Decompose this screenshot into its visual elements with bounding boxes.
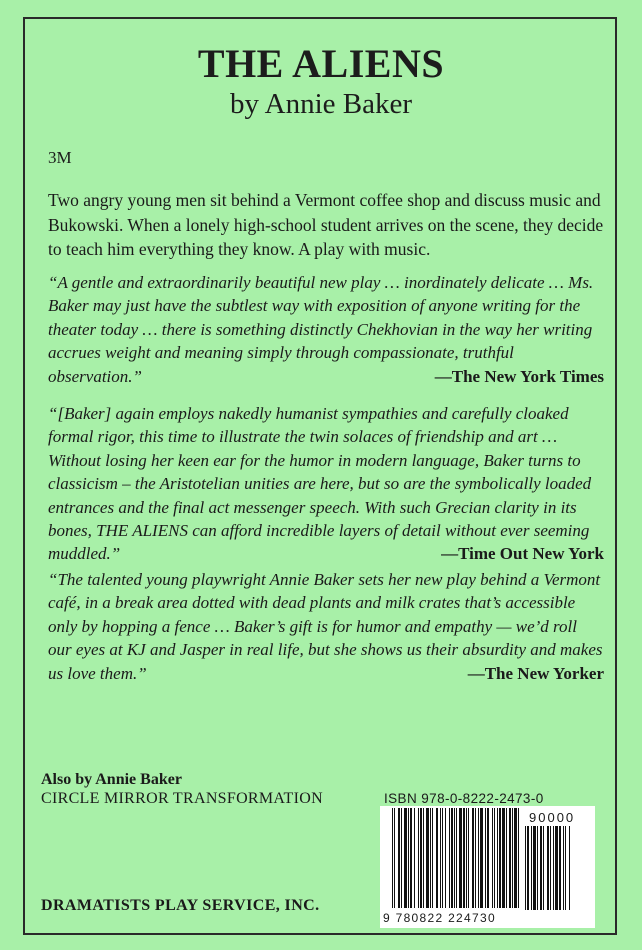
review-source: —The New Yorker [467,663,604,683]
synopsis: Two angry young men sit behind a Vermont coffee shop and discuss music and Bukowski. When a lonely high-school student arrives on the scene, they decide to teach him everything they know. A play with music. [48,190,604,259]
barcode-digits: 9 780822 224730 [383,911,496,925]
cast-size: 3M [48,148,72,167]
review-source: —Time Out New York [441,544,604,564]
isbn-label: ISBN 978-0-8222-2473-0 [384,791,544,806]
barcode-bars [392,808,520,910]
author-line: by Annie Baker [229,88,412,120]
barcode-addon-bars [525,826,593,910]
also-by-heading: Also by Annie Baker [41,771,182,788]
review-source: —The New York Times [434,366,604,386]
also-by-title: CIRCLE MIRROR TRANSFORMATION [41,790,323,807]
publisher-name: DRAMATISTS PLAY SERVICE, INC. [41,897,320,914]
review-text: “[Baker] again employs nakedly humanist sympathies and carefully cloaked formal rigor, this time to illustrate the twin solaces of friendship and art … Without losing her keen ear for the humor in modern language, Baker turns to classicism – the Aristotelian unities are here, but so are the symbolically loaded entrances and the final act messenger speech. With such Grecian clarity in its bones, THE ALIENS can afford incredible layers of detail without ever seeming muddled.” [48,404,592,564]
review-quote [48,568,604,685]
book-title: THE ALIENS [197,41,445,86]
review-quote [48,402,604,566]
price-code: 90000 [529,810,576,825]
review-text: “A gentle and extraordinarily beautiful new play … inordinately delicate … Ms. Baker may just have the subtlest way with exposition of anyone writing for the theater today … there is something distinctly Chekhovian in the way her writing accrues weight and meaning simply through compassionate, truthful observation.” [48,273,594,386]
review-quote [48,271,604,388]
review-text: “The talented young playwright Annie Baker sets her new play behind a Vermont café, in a break area dotted with dead plants and milk crates that’s accessible only by hopping a fence … Baker’s gift is for humor and empathy — we’d roll our eyes at KJ and Jasper in real life, but she shows us their absurdity and makes us love them.” [48,570,603,683]
